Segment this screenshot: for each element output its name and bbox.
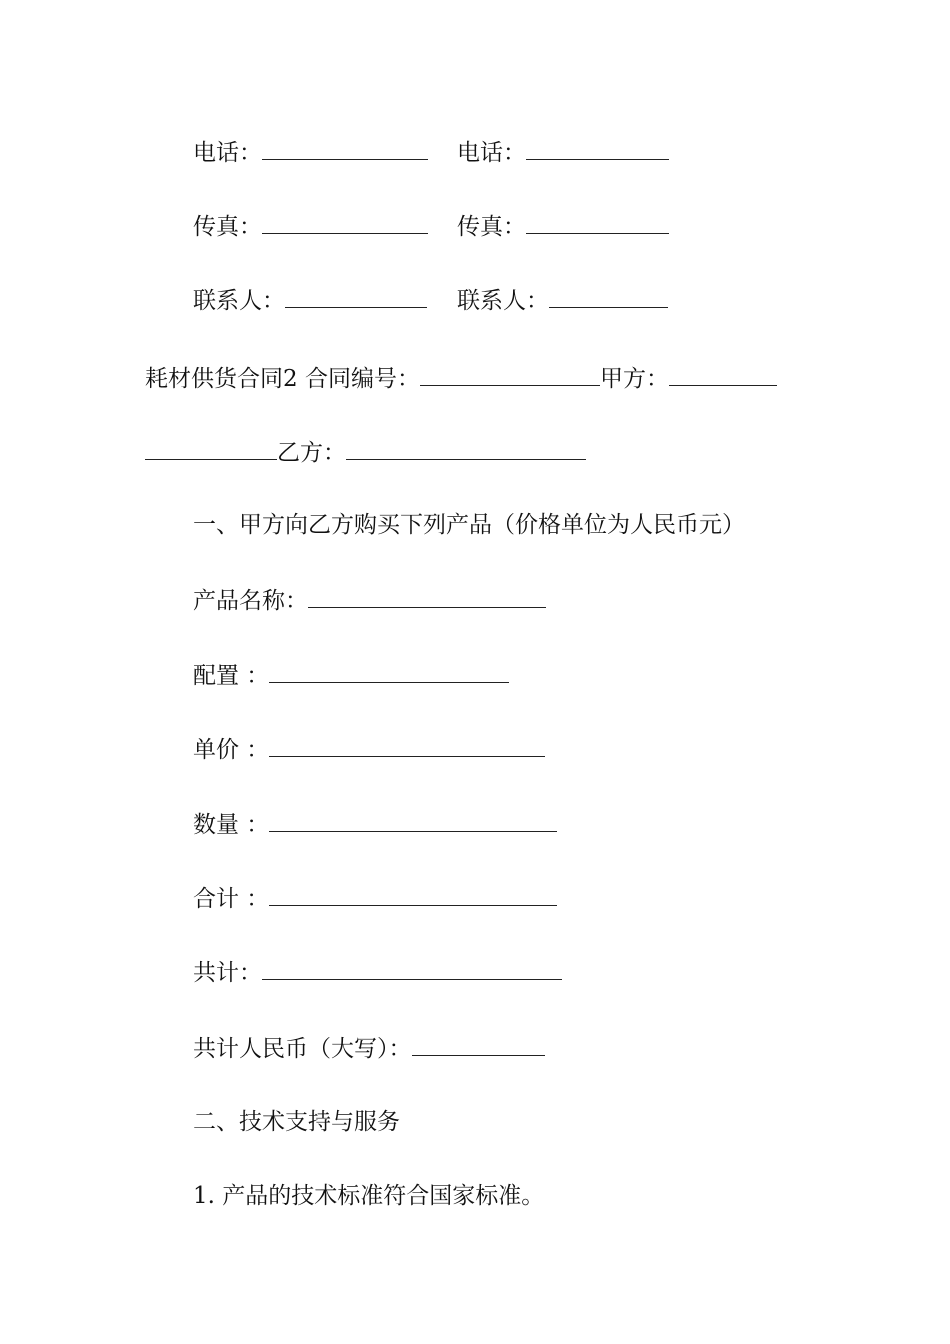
total-rmb-field[interactable] <box>412 1033 545 1056</box>
quantity-row <box>193 809 557 840</box>
quantity-field[interactable] <box>269 809 557 832</box>
subtotal-row <box>193 883 557 914</box>
phone-row-b <box>457 137 669 168</box>
section2-heading: 二、技术支持与服务 <box>193 1109 400 1135</box>
subtotal-field[interactable] <box>269 883 557 906</box>
contract-title: 耗材供货合同2 <box>145 366 298 392</box>
contact-row-b <box>457 285 668 316</box>
party-b-row <box>145 437 586 468</box>
fax-field-a[interactable] <box>262 211 428 234</box>
config-row <box>193 660 509 691</box>
fax-label-a: 传真： <box>193 214 262 240</box>
fax-row-b <box>457 211 669 242</box>
unit-price-label: 单价 ： <box>193 737 270 763</box>
total-field[interactable] <box>262 957 562 980</box>
product-name-label: 产品名称： <box>193 588 308 614</box>
contract-number-label: 合同编号： <box>304 366 420 392</box>
subtotal-label: 合计 ： <box>193 886 270 912</box>
section2-item1: 1. 产品的技术标准符合国家标准。 <box>193 1183 545 1209</box>
contact-label-a: 联系人： <box>193 288 285 314</box>
fax-label-b: 传真： <box>457 214 526 240</box>
contact-field-b[interactable] <box>549 285 668 308</box>
party-a-field-cont[interactable] <box>145 437 277 460</box>
contact-field-a[interactable] <box>285 285 427 308</box>
contract-number-field[interactable] <box>420 363 600 386</box>
total-rmb-row <box>193 1033 545 1064</box>
contract-header <box>145 363 777 394</box>
party-b-label: 乙方： <box>277 440 346 466</box>
phone-row <box>193 137 428 168</box>
unit-price-row <box>193 734 545 765</box>
phone-field-b[interactable] <box>526 137 669 160</box>
party-a-field[interactable] <box>669 363 777 386</box>
phone-field-a[interactable] <box>262 137 428 160</box>
phone-label-b: 电话： <box>457 140 526 166</box>
config-field[interactable] <box>269 660 509 683</box>
party-a-label: 甲方： <box>599 366 669 392</box>
fax-row <box>193 211 428 242</box>
unit-price-field[interactable] <box>269 734 545 757</box>
product-name-row <box>193 585 546 616</box>
phone-label-a: 电话： <box>193 140 262 166</box>
config-label: 配置 ： <box>193 663 270 689</box>
total-label: 共计： <box>193 960 262 986</box>
total-rmb-label: 共计人民币（大写）： <box>193 1036 412 1062</box>
party-b-field[interactable] <box>346 437 586 460</box>
contact-label-b: 联系人： <box>457 288 549 314</box>
quantity-label: 数量 ： <box>193 812 270 838</box>
total-row <box>193 957 562 988</box>
section1-heading: 一、甲方向乙方购买下列产品（价格单位为人民币元） <box>193 512 745 538</box>
contact-row <box>193 285 427 316</box>
fax-field-b[interactable] <box>526 211 669 234</box>
product-name-field[interactable] <box>308 585 546 608</box>
